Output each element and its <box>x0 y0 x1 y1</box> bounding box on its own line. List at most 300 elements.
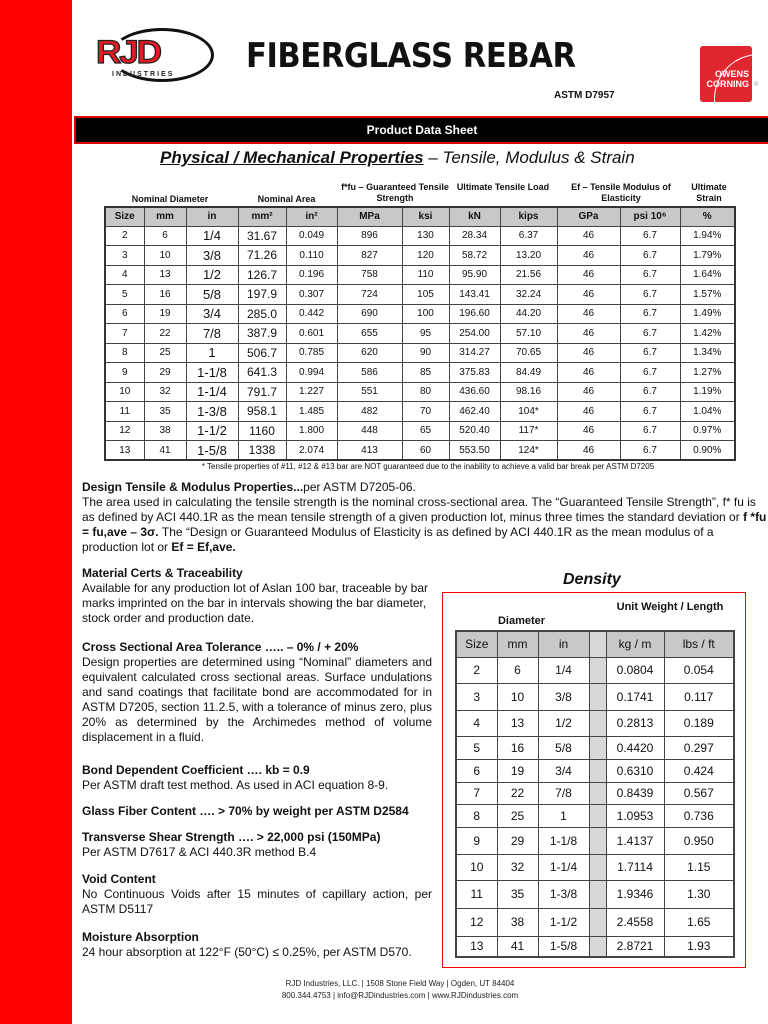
table-cell: 130 <box>402 226 449 246</box>
table-cell: 117* <box>500 421 557 441</box>
table-cell: 19 <box>144 304 186 324</box>
table-cell: 25 <box>144 343 186 363</box>
table-cell: 104* <box>500 402 557 422</box>
table-cell: 285.0 <box>238 304 286 324</box>
density-cell: 10 <box>497 683 538 710</box>
table-cell: 98.16 <box>500 382 557 402</box>
design-formula-1: f *fu = fu,ave – 3σ. <box>82 510 767 539</box>
density-cell: 0.950 <box>664 827 734 854</box>
column-header: % <box>680 207 735 226</box>
spec-glass-fiber <box>82 804 432 819</box>
table-cell: 896 <box>337 226 402 246</box>
table-cell: 6.7 <box>620 421 680 441</box>
density-row <box>456 854 734 880</box>
table-cell: 44.20 <box>500 304 557 324</box>
table-cell: 12 <box>105 421 144 441</box>
table-cell: 8 <box>105 343 144 363</box>
density-row <box>456 908 734 936</box>
rjd-logo <box>92 26 212 84</box>
density-cell: 1.9346 <box>606 880 664 908</box>
spec-heading: Void Content <box>82 872 156 886</box>
table-cell: 3/8 <box>186 246 238 266</box>
logo-line2: CORNING <box>706 79 749 89</box>
group-strain: Ultimate Strain <box>691 182 727 203</box>
density-cell: 6 <box>497 657 538 683</box>
table-cell: 506.7 <box>238 343 286 363</box>
density-cell: 0.117 <box>664 683 734 710</box>
density-cell: 3/4 <box>538 759 589 782</box>
table-cell: 10 <box>105 382 144 402</box>
density-cell: 1-1/2 <box>538 908 589 936</box>
table-cell: 1.57% <box>680 285 735 305</box>
table-cell: 551 <box>337 382 402 402</box>
table-cell: 6.7 <box>620 441 680 461</box>
table-cell: 46 <box>557 382 620 402</box>
density-cell: 0.736 <box>664 804 734 827</box>
spec-shear-strength <box>82 830 432 860</box>
density-cell: 0.8439 <box>606 782 664 804</box>
table-cell: 90 <box>402 343 449 363</box>
table-cell: 3/4 <box>186 304 238 324</box>
table-footnote: * Tensile properties of #11, #12 & #13 bar are NOT guaranteed due to the inability to achieve a valid bar break per ASTM D7205 <box>201 462 655 471</box>
table-cell: 100 <box>402 304 449 324</box>
table-cell: 65 <box>402 421 449 441</box>
table-cell: 520.40 <box>449 421 500 441</box>
density-cell: 41 <box>497 936 538 957</box>
density-cell: 1-1/4 <box>538 854 589 880</box>
density-row <box>456 880 734 908</box>
table-cell: 1/2 <box>186 265 238 285</box>
table-cell: 1.227 <box>286 382 337 402</box>
logo-subtitle: INDUSTRIES <box>112 71 175 78</box>
column-header: in <box>186 207 238 226</box>
density-cell: 5/8 <box>538 736 589 759</box>
table-cell: 60 <box>402 441 449 461</box>
spacer-cell <box>589 908 606 936</box>
table-cell: 38 <box>144 421 186 441</box>
table-cell: 120 <box>402 246 449 266</box>
table-cell: 22 <box>144 324 186 344</box>
density-column-header <box>589 631 606 657</box>
table-cell: 1-3/8 <box>186 402 238 422</box>
column-header: ksi <box>402 207 449 226</box>
table-cell: 758 <box>337 265 402 285</box>
density-cell: 7/8 <box>538 782 589 804</box>
table-cell: 3 <box>105 246 144 266</box>
density-column-header: in <box>538 631 589 657</box>
density-column-header: mm <box>497 631 538 657</box>
density-cell: 0.2813 <box>606 710 664 736</box>
spacer-cell <box>589 782 606 804</box>
table-cell: 71.26 <box>238 246 286 266</box>
column-header: kN <box>449 207 500 226</box>
table-cell: 1160 <box>238 421 286 441</box>
density-cell: 25 <box>497 804 538 827</box>
document-title: FIBERGLASS REBAR <box>246 36 576 76</box>
density-cell: 1.7114 <box>606 854 664 880</box>
table-cell: 6.7 <box>620 304 680 324</box>
spec-area-tolerance <box>82 640 432 745</box>
table-cell: 13.20 <box>500 246 557 266</box>
density-cell: 0.4420 <box>606 736 664 759</box>
table-cell: 827 <box>337 246 402 266</box>
table-cell: 1-5/8 <box>186 441 238 461</box>
spec-body: No Continuous Voids after 15 minutes of capillary action, per ASTM D5117 <box>82 887 432 916</box>
table-cell: 1-1/4 <box>186 382 238 402</box>
table-cell: 6 <box>105 304 144 324</box>
spacer-cell <box>589 827 606 854</box>
table-cell: 70 <box>402 402 449 422</box>
table-cell: 958.1 <box>238 402 286 422</box>
density-cell: 35 <box>497 880 538 908</box>
table-cell: 29 <box>144 363 186 383</box>
density-cell: 13 <box>456 936 497 957</box>
table-cell: 46 <box>557 441 620 461</box>
table-cell: 95 <box>402 324 449 344</box>
density-cell: 2.4558 <box>606 908 664 936</box>
group-nominal-diameter: Nominal Diameter <box>131 194 209 204</box>
table-cell: 6.37 <box>500 226 557 246</box>
table-cell: 1.485 <box>286 402 337 422</box>
table-cell: 32.24 <box>500 285 557 305</box>
table-cell: 13 <box>144 265 186 285</box>
density-cell: 5 <box>456 736 497 759</box>
density-cell: 0.189 <box>664 710 734 736</box>
table-cell: 1/4 <box>186 226 238 246</box>
spec-body: 24 hour absorption at 122°F (50°C) ≤ 0.25%, per ASTM D570. <box>82 945 412 959</box>
table-cell: 1-1/8 <box>186 363 238 383</box>
density-cell: 0.054 <box>664 657 734 683</box>
density-cell: 0.297 <box>664 736 734 759</box>
table-row <box>105 304 735 324</box>
density-cell: 1.0953 <box>606 804 664 827</box>
density-cell: 22 <box>497 782 538 804</box>
table-cell: 1.79% <box>680 246 735 266</box>
table-cell: 41 <box>144 441 186 461</box>
table-cell: 0.110 <box>286 246 337 266</box>
design-heading: Design Tensile & Modulus Properties... <box>82 480 304 494</box>
table-cell: 586 <box>337 363 402 383</box>
table-cell: 46 <box>557 402 620 422</box>
footer-contact: 800.344.4753 | info@RJDindustries.com | www.RJDindustries.com <box>281 991 519 1000</box>
spec-body: Design properties are determined using “Nominal” diameters and equivalent calculated cross sectional areas. Surface undulations and sand coatings that facilitate bond are accommodated for in ASTM D7205, section 11.2.5, with a tolerance of minus zero, plus 20% as determined by the Archimedes method of volume displacement in a fluid. <box>82 655 432 744</box>
density-table <box>455 630 735 958</box>
table-cell: 46 <box>557 421 620 441</box>
table-cell: 0.307 <box>286 285 337 305</box>
table-cell: 620 <box>337 343 402 363</box>
table-cell: 314.27 <box>449 343 500 363</box>
density-cell: 1-1/8 <box>538 827 589 854</box>
density-row <box>456 782 734 804</box>
density-cell: 1.15 <box>664 854 734 880</box>
table-cell: 46 <box>557 343 620 363</box>
table-cell: 448 <box>337 421 402 441</box>
design-body-2: The “Design or Guaranteed Modulus of Elasticity is as defined by ACI 440.1R as the mean modulus of a production lot or <box>82 525 714 554</box>
table-cell: 46 <box>557 324 620 344</box>
table-cell: 791.7 <box>238 382 286 402</box>
table-cell: 6.7 <box>620 265 680 285</box>
table-cell: 105 <box>402 285 449 305</box>
table-cell: 28.34 <box>449 226 500 246</box>
density-cell: 2.8721 <box>606 936 664 957</box>
spacer-cell <box>589 657 606 683</box>
table-cell: 4 <box>105 265 144 285</box>
column-header: MPa <box>337 207 402 226</box>
spec-body: Per ASTM draft test method. As used in ACI equation 8-9. <box>82 778 389 792</box>
density-cell: 13 <box>497 710 538 736</box>
group-tensile-strength: f*fu – Guaranteed Tensile Strength <box>341 182 449 203</box>
table-cell: 1.04% <box>680 402 735 422</box>
group-nominal-area: Nominal Area <box>257 194 316 204</box>
table-cell: 1.34% <box>680 343 735 363</box>
density-cell: 12 <box>456 908 497 936</box>
table-cell: 80 <box>402 382 449 402</box>
table-row <box>105 265 735 285</box>
density-cell: 9 <box>456 827 497 854</box>
density-cell: 11 <box>456 880 497 908</box>
table-cell: 6.7 <box>620 285 680 305</box>
logo-line1: OWENS <box>714 69 749 79</box>
table-cell: 0.97% <box>680 421 735 441</box>
density-group-weight: Unit Weight / Length <box>616 601 724 613</box>
footer <box>200 978 600 1002</box>
density-cell: 4 <box>456 710 497 736</box>
density-cell: 1-3/8 <box>538 880 589 908</box>
table-cell: 436.60 <box>449 382 500 402</box>
table-row <box>105 343 735 363</box>
table-cell: 6.7 <box>620 363 680 383</box>
logo-letters: RJD <box>96 34 160 70</box>
table-row <box>105 441 735 461</box>
table-cell: 196.60 <box>449 304 500 324</box>
table-cell: 16 <box>144 285 186 305</box>
spacer-cell <box>589 759 606 782</box>
spacer-cell <box>589 880 606 908</box>
density-row <box>456 936 734 957</box>
density-cell: 1.93 <box>664 936 734 957</box>
table-cell: 95.90 <box>449 265 500 285</box>
table-cell: 7 <box>105 324 144 344</box>
table-cell: 6.7 <box>620 402 680 422</box>
density-column-header: Size <box>456 631 497 657</box>
table-cell: 110 <box>402 265 449 285</box>
spec-body: Available for any production lot of Aslan 100 bar, traceable by bar marks imprinted on the bar in intervals showing the bar diameter, stock order and production date. <box>82 581 429 625</box>
group-modulus: Ef – Tensile Modulus of Elasticity <box>571 182 671 203</box>
spacer-cell <box>589 736 606 759</box>
table-cell: 13 <box>105 441 144 461</box>
table-row <box>105 421 735 441</box>
density-cell: 7 <box>456 782 497 804</box>
density-cell: 0.6310 <box>606 759 664 782</box>
table-cell: 6.7 <box>620 246 680 266</box>
table-cell: 124* <box>500 441 557 461</box>
table-cell: 375.83 <box>449 363 500 383</box>
table-cell: 641.3 <box>238 363 286 383</box>
table-cell: 1-1/2 <box>186 421 238 441</box>
section-title <box>160 148 635 168</box>
column-header: in² <box>286 207 337 226</box>
table-cell: 85 <box>402 363 449 383</box>
spacer-cell <box>589 804 606 827</box>
banner-label: Product Data Sheet <box>366 123 478 137</box>
table-cell: 1.19% <box>680 382 735 402</box>
spacer-cell <box>589 936 606 957</box>
table-cell: 46 <box>557 226 620 246</box>
table-cell: 197.9 <box>238 285 286 305</box>
table-cell: 413 <box>337 441 402 461</box>
owens-corning-logo <box>700 46 752 102</box>
table-cell: 31.67 <box>238 226 286 246</box>
column-header: mm <box>144 207 186 226</box>
properties-table <box>104 206 736 461</box>
table-cell: 9 <box>105 363 144 383</box>
section-title-bold: Physical / Mechanical Properties <box>160 148 424 167</box>
spec-heading: Cross Sectional Area Tolerance ….. – 0% / + 20% <box>82 640 359 654</box>
table-cell: 32 <box>144 382 186 402</box>
table-cell: 6.7 <box>620 343 680 363</box>
table-cell: 655 <box>337 324 402 344</box>
table-cell: 1.42% <box>680 324 735 344</box>
design-heading-rest: per ASTM D7205-06. <box>303 480 416 494</box>
table-row <box>105 382 735 402</box>
table-cell: 1338 <box>238 441 286 461</box>
density-cell: 1/4 <box>538 657 589 683</box>
density-row <box>456 683 734 710</box>
table-cell: 1.800 <box>286 421 337 441</box>
design-formula-2: Ef = Ef,ave. <box>171 540 236 554</box>
table-cell: 553.50 <box>449 441 500 461</box>
table-row <box>105 363 735 383</box>
spec-heading: Bond Dependent Coefficient …. kb = 0.9 <box>82 763 310 777</box>
table-cell: 0.994 <box>286 363 337 383</box>
table-cell: 1.94% <box>680 226 735 246</box>
spacer-cell <box>589 854 606 880</box>
table-cell: 6.7 <box>620 324 680 344</box>
table-cell: 1.27% <box>680 363 735 383</box>
table-cell: 70.65 <box>500 343 557 363</box>
table-cell: 46 <box>557 304 620 324</box>
table-cell: 0.442 <box>286 304 337 324</box>
density-cell: 19 <box>497 759 538 782</box>
density-row <box>456 827 734 854</box>
table-cell: 6.7 <box>620 382 680 402</box>
table-cell: 21.56 <box>500 265 557 285</box>
density-row <box>456 804 734 827</box>
table-cell: 11 <box>105 402 144 422</box>
table-cell: 482 <box>337 402 402 422</box>
density-cell: 2 <box>456 657 497 683</box>
banner <box>74 116 768 144</box>
column-header: Size <box>105 207 144 226</box>
spec-bond-coefficient <box>82 763 432 793</box>
density-group-diameter: Diameter <box>497 615 546 627</box>
density-cell: 1.30 <box>664 880 734 908</box>
table-cell: 57.10 <box>500 324 557 344</box>
column-header: kips <box>500 207 557 226</box>
table-cell: 46 <box>557 285 620 305</box>
spacer-cell <box>589 710 606 736</box>
table-cell: 0.049 <box>286 226 337 246</box>
density-cell: 29 <box>497 827 538 854</box>
density-column-header: lbs / ft <box>664 631 734 657</box>
density-cell: 10 <box>456 854 497 880</box>
table-row <box>105 402 735 422</box>
table-cell: 724 <box>337 285 402 305</box>
table-row <box>105 285 735 305</box>
table-cell: 387.9 <box>238 324 286 344</box>
table-cell: 690 <box>337 304 402 324</box>
table-cell: 254.00 <box>449 324 500 344</box>
column-header: psi 10⁶ <box>620 207 680 226</box>
table-cell: 46 <box>557 246 620 266</box>
table-cell: 35 <box>144 402 186 422</box>
table-row <box>105 246 735 266</box>
density-column-header: kg / m <box>606 631 664 657</box>
column-header: GPa <box>557 207 620 226</box>
table-cell: 7/8 <box>186 324 238 344</box>
density-row <box>456 657 734 683</box>
section-title-rest: – Tensile, Modulus & Strain <box>423 148 635 167</box>
design-body-1: The area used in calculating the tensile strength is the nominal cross-sectional area. The “Guaranteed Tensile Strength”, f* fu is as defined by ACI 440.1R as the mean tensile strength of a given production lot, minus three times the standard deviation or <box>82 495 756 524</box>
density-cell: 0.0804 <box>606 657 664 683</box>
table-cell: 126.7 <box>238 265 286 285</box>
spec-heading: Moisture Absorption <box>82 930 199 944</box>
density-cell: 1.4137 <box>606 827 664 854</box>
footer-address: RJD Industries, LLC. | 1508 Stone Field Way | Ogden, UT 84404 <box>285 979 515 988</box>
table-cell: 5 <box>105 285 144 305</box>
density-title: Density <box>563 571 621 588</box>
density-cell: 0.1741 <box>606 683 664 710</box>
standard-label: ASTM D7957 <box>554 90 615 101</box>
density-cell: 1-5/8 <box>538 936 589 957</box>
registered-mark: ® <box>754 82 759 88</box>
density-cell: 0.424 <box>664 759 734 782</box>
column-header: mm² <box>238 207 286 226</box>
table-cell: 58.72 <box>449 246 500 266</box>
spec-moisture <box>82 930 442 960</box>
density-cell: 6 <box>456 759 497 782</box>
density-cell: 38 <box>497 908 538 936</box>
table-cell: 143.41 <box>449 285 500 305</box>
spec-heading: Material Certs & Traceability <box>82 566 243 580</box>
table-cell: 1.64% <box>680 265 735 285</box>
density-cell: 1.65 <box>664 908 734 936</box>
table-cell: 462.40 <box>449 402 500 422</box>
table-row <box>105 226 735 246</box>
table-cell: 2 <box>105 226 144 246</box>
density-row <box>456 759 734 782</box>
density-cell: 16 <box>497 736 538 759</box>
table-cell: 5/8 <box>186 285 238 305</box>
table-cell: 6 <box>144 226 186 246</box>
spec-heading: Transverse Shear Strength …. > 22,000 psi (150MPa) <box>82 830 381 844</box>
table-cell: 2.074 <box>286 441 337 461</box>
table-cell: 0.196 <box>286 265 337 285</box>
group-tensile-load: Ultimate Tensile Load <box>456 182 550 192</box>
design-paragraph <box>82 480 768 555</box>
spacer-cell <box>589 683 606 710</box>
spec-traceability <box>82 566 432 626</box>
table-cell: 46 <box>557 363 620 383</box>
spec-body: Per ASTM D7617 & ACI 440.3R method B.4 <box>82 845 317 859</box>
table-cell: 1.49% <box>680 304 735 324</box>
table-cell: 0.601 <box>286 324 337 344</box>
table-cell: 0.90% <box>680 441 735 461</box>
density-cell: 32 <box>497 854 538 880</box>
density-row <box>456 736 734 759</box>
table-row <box>105 324 735 344</box>
table-cell: 84.49 <box>500 363 557 383</box>
